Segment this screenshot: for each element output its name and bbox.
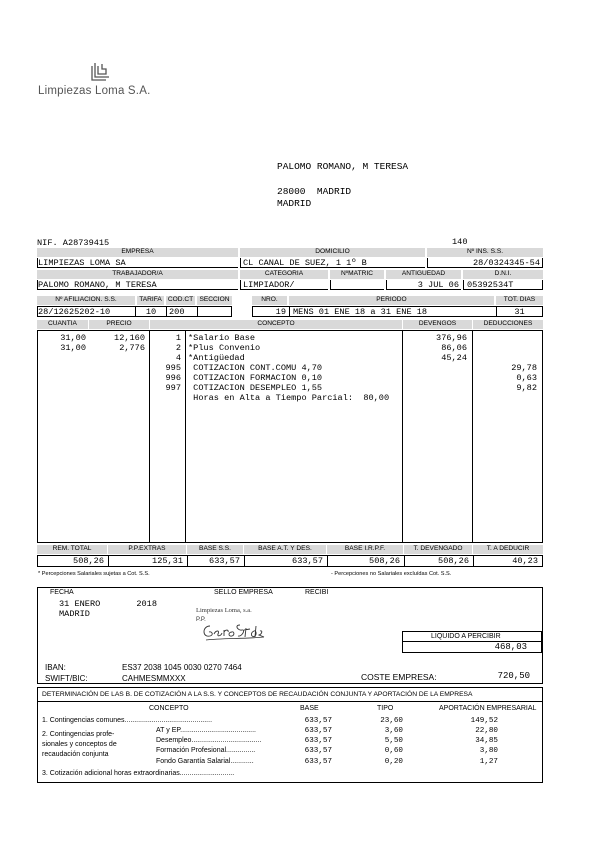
concept-row bbox=[37, 373, 543, 383]
det-base: 633,57 bbox=[304, 727, 332, 735]
recipient-name: PALOMO ROMANO, M TERESA bbox=[277, 161, 409, 172]
t-devengado-value: 508,26 bbox=[404, 555, 473, 567]
liquido-label: LIQUIDO A PERCIBIR bbox=[402, 631, 542, 641]
tarifa-value: 10 bbox=[135, 306, 166, 317]
ins-ss-value: 28/0324345-54 bbox=[427, 258, 543, 268]
stamp-company: Limpiezas Loma, s.a. bbox=[196, 607, 252, 614]
concept-row bbox=[37, 363, 543, 373]
trabajador-value: PALOMO ROMANO, M TERESA bbox=[37, 280, 238, 290]
hdr-antiguedad: ANTIGUEDAD bbox=[386, 270, 461, 279]
signature-icon bbox=[198, 616, 268, 644]
hdr-tarifa: TARIFA bbox=[137, 296, 164, 305]
hdr-categoria: CATEGORIA bbox=[240, 270, 328, 279]
det-tipo: 3,60 bbox=[384, 727, 403, 735]
base-ss-value: 633,57 bbox=[187, 555, 244, 567]
hdr-base-ss: BASE S.S. bbox=[187, 545, 243, 554]
tot-dias-value: 31 bbox=[496, 306, 543, 317]
concept-row bbox=[37, 393, 543, 403]
matric-value bbox=[330, 280, 384, 290]
det-base: 633,57 bbox=[304, 737, 332, 745]
nro-value: 19 bbox=[252, 306, 289, 317]
concept-devengo: 376,96 bbox=[436, 333, 467, 343]
det-row-3-label: Desempleo.................................... bbox=[156, 737, 262, 744]
concept-precio: 2,776 bbox=[119, 343, 145, 353]
concept-name: Horas en Alta a Tiempo Parcial: 80,00 bbox=[188, 393, 390, 403]
coste-label: COSTE EMPRESA: bbox=[361, 672, 437, 682]
concept-deduccion: 9,82 bbox=[516, 383, 537, 393]
iban-value: ES37 2038 1045 0030 0270 7464 bbox=[122, 663, 242, 672]
det-aport: 34,85 bbox=[475, 737, 498, 745]
concept-name: *Salario Base bbox=[188, 333, 256, 343]
concept-devengo: 86,06 bbox=[441, 343, 467, 353]
company-name: Limpiezas Loma S.A. bbox=[38, 85, 151, 97]
det-aport: 22,80 bbox=[475, 727, 498, 735]
hdr-base-irpf: BASE I.R.P.F. bbox=[327, 545, 403, 554]
det-aport: 1,27 bbox=[479, 758, 498, 766]
concept-code: 2 bbox=[175, 343, 181, 353]
hdr-rem-total: REM. TOTAL bbox=[37, 545, 107, 554]
det-aport: 3,80 bbox=[479, 747, 498, 755]
recipient-city: 28000 MADRID bbox=[277, 186, 352, 197]
concept-name: *Plus Convenio bbox=[188, 343, 261, 353]
fecha-value: 31 ENERO 2018 bbox=[59, 599, 157, 609]
liquido-value: 468,03 bbox=[402, 641, 542, 653]
header-grid bbox=[37, 248, 543, 318]
concept-code: 997 bbox=[165, 383, 181, 393]
hdr-tot-dias: TOT. DIAS bbox=[496, 296, 543, 305]
stamp-pp: P.P. bbox=[196, 617, 206, 623]
concept-code: 4 bbox=[175, 353, 181, 363]
hdr-deducciones: DEDUCCIONES bbox=[473, 320, 543, 329]
domicilio-value: CL CANAL DE SUEZ, 1 1º B bbox=[240, 258, 425, 268]
determination-box bbox=[37, 687, 543, 783]
det-row-5-label: Fondo Garantía Salarial............ bbox=[156, 758, 254, 765]
det-base: 633,57 bbox=[304, 758, 332, 766]
company-logo bbox=[86, 60, 114, 86]
hdr-domicilio: DOMICILIO bbox=[240, 248, 425, 257]
iban-label: IBAN: bbox=[45, 663, 66, 672]
det-group2-label: 2. Contingencias profe- bbox=[42, 731, 115, 738]
note-no-salariales: - Percepciones no Salariales excluídas Cot. S.S. bbox=[331, 571, 452, 577]
det-base: 633,57 bbox=[304, 717, 332, 725]
concept-precio: 12,160 bbox=[114, 333, 145, 343]
periodo-value: MENS 01 ENE 18 a 31 ENE 18 bbox=[289, 306, 496, 317]
logo-mark-icon bbox=[86, 60, 114, 86]
det-row-1-label: 1. Contingencias comunes............................................. bbox=[42, 717, 213, 724]
det-aport: 149,52 bbox=[470, 717, 498, 725]
concept-code: 996 bbox=[165, 373, 181, 383]
recibi-label: RECIBI bbox=[305, 589, 329, 596]
concept-name: COTIZACION FORMACION 0,10 bbox=[188, 373, 323, 383]
note-salariales: * Percepciones Salariales sujetas a Cot. S.S. bbox=[38, 571, 150, 577]
det-base: 633,57 bbox=[304, 747, 332, 755]
seccion-value bbox=[197, 306, 232, 317]
col-tipo: TIPO bbox=[377, 705, 394, 712]
empresa-value: LIMPIEZAS LOMA SA bbox=[37, 258, 238, 268]
concept-name: *Antigüedad bbox=[188, 353, 245, 363]
hdr-ins-ss: Nº INS. S.S. bbox=[427, 248, 543, 257]
concept-row bbox=[37, 333, 543, 343]
hdr-cod-ct: COD.CT bbox=[167, 296, 194, 303]
concept-row bbox=[37, 353, 543, 363]
hdr-trabajador: TRABAJADOR/A bbox=[37, 270, 238, 279]
concept-name: COTIZACION CONT.COMU 4,70 bbox=[188, 363, 323, 373]
det-tipo: 0,60 bbox=[384, 747, 403, 755]
concept-row bbox=[37, 343, 543, 353]
hdr-matric: NºMATRIC bbox=[330, 270, 384, 279]
hdr-seccion: SECCION bbox=[197, 296, 232, 305]
hdr-precio: PRECIO bbox=[89, 320, 149, 329]
divider bbox=[38, 701, 542, 702]
fecha-city: MADRID bbox=[59, 609, 90, 619]
concept-deduccion: 29,78 bbox=[511, 363, 537, 373]
antiguedad-value: 3 JUL 06 bbox=[386, 280, 461, 290]
col-concepto: CONCEPTO bbox=[149, 705, 189, 712]
hdr-periodo: PERIODO bbox=[289, 296, 494, 305]
concept-devengo: 45,24 bbox=[441, 353, 467, 363]
nif: NIF. A28739415 bbox=[37, 238, 110, 248]
fecha-label: FECHA bbox=[50, 589, 74, 596]
t-deducir-value: 40,23 bbox=[473, 555, 543, 567]
concept-deduccion: 0,63 bbox=[516, 373, 537, 383]
sello-label: SELLO EMPRESA bbox=[214, 589, 273, 596]
hdr-t-devengado: T. DEVENGADO bbox=[404, 545, 472, 554]
det-tipo: 5,50 bbox=[384, 737, 403, 745]
hdr-base-at: BASE A.T. Y DES. bbox=[244, 545, 326, 554]
hdr-afiliacion: Nº AFILIACION. S.S. bbox=[37, 296, 135, 305]
hdr-empresa: EMPRESA bbox=[37, 248, 238, 257]
recipient-province: MADRID bbox=[277, 198, 312, 209]
hdr-nro: NRO. bbox=[252, 296, 287, 305]
cod-ct-value: 200 bbox=[166, 306, 197, 317]
hdr-cuantia: CUANTIA bbox=[37, 320, 88, 329]
hdr-devengos: DEVENGOS bbox=[403, 320, 472, 329]
concept-name: COTIZACION DESEMPLEO 1,55 bbox=[188, 383, 323, 393]
det-tipo: 23,60 bbox=[380, 717, 403, 725]
coste-value: 720,50 bbox=[497, 671, 530, 681]
hdr-concepto: CONCEPTO bbox=[150, 320, 402, 329]
det-group2-label: sionales y conceptos de bbox=[42, 741, 117, 748]
col-aportacion: APORTACIÓN EMPRESARIAL bbox=[439, 705, 537, 712]
concept-table bbox=[37, 320, 543, 568]
swift-value: CAHMESMMXXX bbox=[122, 674, 186, 683]
pp-extras-value: 125,31 bbox=[108, 555, 187, 567]
concept-code: 995 bbox=[165, 363, 181, 373]
rem-total-value: 508,26 bbox=[37, 555, 108, 567]
dni-value: 05392534T bbox=[463, 280, 543, 290]
determination-title: DETERMINACIÓN DE LAS B. DE COTIZACIÓN A LA S.S. Y CONCEPTOS DE RECAUDACIÓN CONJUNTA Y APORTACIÓN DE LA EMPRESA bbox=[42, 691, 473, 698]
det-row-4-label: Formación Profesional............... bbox=[156, 747, 256, 754]
hdr-t-deducir: T. A DEDUCIR bbox=[473, 545, 543, 554]
categoria-value: LIMPIADOR/ bbox=[240, 280, 328, 290]
base-at-value: 633,57 bbox=[244, 555, 327, 567]
afiliacion-value: 28/12625202-10 bbox=[37, 306, 135, 317]
concept-cuantia: 31,00 bbox=[60, 333, 86, 343]
concept-row bbox=[37, 383, 543, 393]
det-row-6-label: 3. Cotización adicional horas extraordinarias............................ bbox=[42, 770, 235, 777]
hdr-dni: D.N.I. bbox=[463, 270, 543, 279]
doc-number: 140 bbox=[452, 237, 468, 247]
det-row-2-label: AT y EP....................................... bbox=[156, 727, 256, 734]
det-group2-label: recaudación conjunta bbox=[42, 751, 109, 758]
swift-label: SWIFT/BIC: bbox=[45, 674, 88, 683]
concept-cuantia: 31,00 bbox=[60, 343, 86, 353]
det-tipo: 0,20 bbox=[384, 758, 403, 766]
base-irpf-value: 508,26 bbox=[327, 555, 404, 567]
concept-code: 1 bbox=[175, 333, 181, 343]
col-base: BASE bbox=[300, 705, 319, 712]
hdr-pp-extras: P.P.EXTRAS bbox=[108, 545, 186, 554]
signature-box bbox=[37, 587, 543, 659]
